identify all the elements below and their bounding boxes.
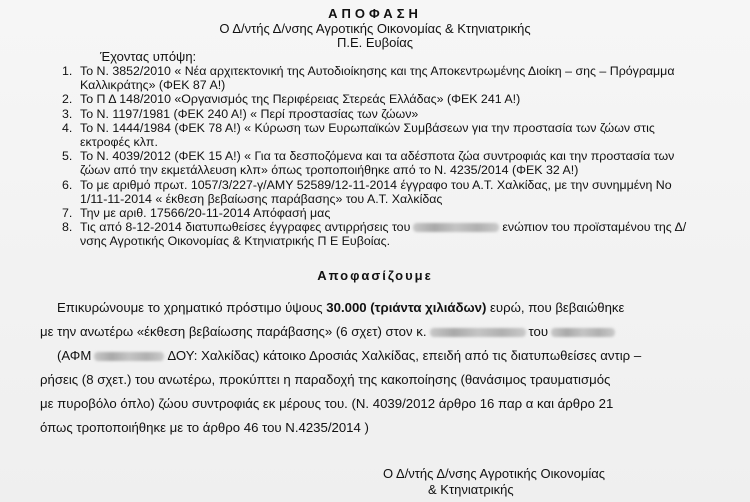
body-line: με πυροβόλο όπλο) ζώου συντροφιάς εκ μέρους του. (Ν. 4039/2012 άρθρο 16 παρ α και άρθρο 21 [40, 396, 614, 411]
item-text: Το Ν. 3852/2010 « Νέα αρχιτεκτονική της Αυτοδιοίκησης και της Αποκεντρωμένης Διοίκη – σης – Πρόγραμμα Καλλικράτης» (ΦΕΚ 87 Α!) [80, 64, 675, 93]
decision-heading: Αποφασίζουμε [317, 268, 433, 283]
redacted-tax-id [94, 352, 164, 361]
item-text: Την με αριθ. 17566/20-11-2014 Απόφασή μας [80, 206, 331, 221]
issuer-line-2: Π.Ε. Ευβοίας [336, 35, 414, 50]
body-text: ΔΟΥ: Χαλκίδας) κάτοικο Δροσιάς Χαλκίδας, επειδή από τις διατυπωθείσες αντιρ – [167, 348, 642, 363]
item-text-end: ενώπιον του προϊσταμένου της Δ/νσης Αγροτικής Οικονομίας & Κτηνιατρικής Π Ε Ευβοίας. [80, 220, 687, 249]
list-item [62, 92, 702, 106]
item-number: 8. [62, 220, 73, 235]
body-text: ευρώ, που βεβαιώθηκε [486, 300, 625, 315]
list-item [62, 64, 702, 92]
list-item [62, 178, 702, 206]
considerations-list [62, 64, 702, 249]
list-item [62, 121, 702, 149]
issuer-line-1: Ο Δ/ντής Δ/νσης Αγροτικής Οικονομίας & Κτηνιατρικής [219, 21, 531, 36]
item-text: Το Π Δ 148/2010 «Οργανισμός της Περιφέρειας Στερεάς Ελλάδας» (ΦΕΚ 241 Α!) [80, 92, 521, 107]
body-line [40, 320, 740, 344]
body-line: όπως τροποποιήθηκε με το άρθρο 46 του Ν.4235/2014 ) [40, 420, 369, 435]
signature-line-2: & Κτηνιατρικής [428, 482, 514, 497]
list-item [62, 149, 702, 177]
item-text: Το Ν. 4039/2012 (ΦΕΚ 15 Α!) « Για τα δεσποζόμενα και τα αδέσποτα ζώα συντροφιάς και την προστασία των ζώων από την εκμετάλλευση κλπ» όπως τροποποιήθηκε από το Ν. 4235/2014 (ΦΕΚ 32 Α!) [80, 149, 675, 178]
considering-heading: Έχοντας υπόψη: [100, 49, 197, 64]
body-line [40, 296, 740, 320]
redacted-name [430, 328, 526, 337]
item-text [80, 220, 702, 248]
item-text: Το Ν. 1444/1984 (ΦΕΚ 78 Α!) « Κύρωση των Ευρωπαϊκών Συμβάσεων για την προστασία των ζώων στις εκτροφές κλπ. [80, 120, 655, 150]
item-text: Το με αριθμό πρωτ. 1057/3/227-γ/ΑΜΥ 52589/12-11-2014 έγγραφο του Α.Τ. Χαλκίδας, με την συνημμένη Νο 1/11-11-2014 « έκθεση βεβαίωσης παράβασης» του Α.Τ. Χαλκίδας [80, 177, 672, 206]
signature-line-1: Ο Δ/ντής Δ/νσης Αγροτικής Οικονομίας [383, 466, 606, 481]
item-text-start: Τις από 8-12-2014 διατυπωθείσες έγγραφες αντιρρήσεις του [80, 220, 411, 235]
item-number: 1. [62, 64, 73, 78]
item-number: 4. [62, 120, 73, 135]
redacted-surname [551, 328, 615, 337]
item-number: 6. [62, 177, 73, 192]
body-text: με την ανωτέρω «έκθεση βεβαίωσης παράβασης» (6 σχετ) στον κ. [40, 324, 427, 339]
body-text: (ΑΦΜ [57, 348, 92, 363]
body-text: του [528, 324, 549, 339]
item-text: Το Ν. 1197/1981 (ΦΕΚ 240 Α!) « Περί προστασίας των ζώων» [80, 106, 419, 121]
list-item [62, 206, 702, 220]
body-line: ρήσεις (8 σχετ.) του ανωτέρω, προκύπτει η παραδοχή της κακοποίησης (θανάσιμος τραυματισμός [40, 372, 611, 387]
document-title: ΑΠΟΦΑΣΗ [328, 6, 422, 21]
body-text: Επικυρώνουμε το χρηματικό πρόστιμο ύψους [57, 300, 327, 315]
decision-body [40, 296, 740, 440]
redacted-name [413, 223, 499, 232]
item-number: 2. [62, 92, 73, 107]
item-number: 7. [62, 206, 73, 221]
item-number: 3. [62, 106, 73, 121]
body-line [40, 344, 740, 368]
item-number: 5. [62, 149, 73, 164]
list-item [62, 220, 702, 248]
list-item [62, 107, 702, 121]
fine-amount: 30.000 (τριάντα χιλιάδων) [326, 300, 487, 315]
